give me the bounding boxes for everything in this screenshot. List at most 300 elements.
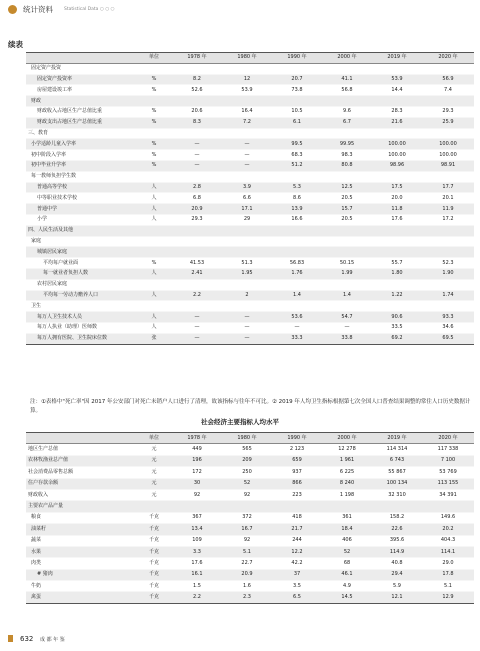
value-cell: 12: [222, 74, 272, 85]
value-cell: 2.2: [172, 592, 222, 603]
value-cell: 20.9: [222, 569, 272, 580]
header-cell-year: 2019 年: [372, 53, 422, 64]
value-cell: 109: [172, 535, 222, 546]
row-label: 房屋建设竣工率: [26, 85, 136, 96]
row-label: 每一就业者负担人数: [26, 268, 136, 279]
row-unit: 元: [136, 467, 172, 478]
value-cell: 100.00: [422, 139, 474, 150]
section-title: 统计资料: [23, 5, 53, 14]
value-cell: [222, 301, 272, 312]
row-label: 地区生产总值: [26, 444, 136, 455]
value-cell: 17.6: [172, 558, 222, 569]
value-cell: 13.4: [172, 524, 222, 535]
value-cell: [172, 247, 222, 258]
value-cell: 209: [222, 455, 272, 466]
value-cell: 33.3: [272, 333, 322, 344]
row-label: 中等职业技术学校: [26, 193, 136, 204]
value-cell: [272, 279, 322, 290]
value-cell: 92: [172, 489, 222, 500]
row-label: 财政收入占地区生产总值比重: [26, 106, 136, 117]
value-cell: 100.00: [372, 139, 422, 150]
value-cell: 8.3: [172, 117, 222, 128]
row-label: 蔬菜: [26, 535, 136, 546]
value-cell: 50.15: [322, 258, 372, 269]
row-unit: 千克: [136, 524, 172, 535]
table-row: [26, 204, 474, 215]
row-label: 住户存款余额: [26, 478, 136, 489]
value-cell: 41.1: [322, 74, 372, 85]
value-cell: 114 314: [372, 444, 422, 455]
value-cell: 449: [172, 444, 222, 455]
value-cell: [172, 96, 222, 107]
value-cell: 53.6: [272, 312, 322, 323]
row-label: 城镇居民家庭: [26, 247, 136, 258]
value-cell: [372, 128, 422, 139]
value-cell: 9.6: [322, 106, 372, 117]
row-unit: 千克: [136, 512, 172, 523]
row-unit: 人: [136, 312, 172, 323]
value-cell: —: [172, 312, 222, 323]
value-cell: [272, 128, 322, 139]
value-cell: 17.5: [372, 182, 422, 193]
row-label: 三、教育: [26, 128, 136, 139]
value-cell: 158.2: [372, 512, 422, 523]
value-cell: [372, 501, 422, 512]
row-unit: 人: [136, 290, 172, 301]
table-row: [26, 214, 474, 225]
value-cell: 8.6: [272, 193, 322, 204]
value-cell: [222, 63, 272, 74]
value-cell: 68: [322, 558, 372, 569]
value-cell: 30: [172, 478, 222, 489]
value-cell: 114.1: [422, 546, 474, 557]
header-cell-year: 2019 年: [372, 433, 422, 444]
value-cell: [322, 247, 372, 258]
value-cell: 16.4: [222, 106, 272, 117]
value-cell: [172, 171, 222, 182]
table-row: [26, 106, 474, 117]
value-cell: [372, 236, 422, 247]
header-cell-year: 1980 年: [222, 433, 272, 444]
value-cell: 20.6: [172, 106, 222, 117]
row-label: 小学: [26, 214, 136, 225]
row-label: 每万人卫生技术人员: [26, 312, 136, 323]
value-cell: —: [222, 333, 272, 344]
value-cell: 20.7: [272, 74, 322, 85]
value-cell: 92: [222, 535, 272, 546]
row-unit: 人: [136, 193, 172, 204]
row-label: 油菜籽: [26, 524, 136, 535]
row-unit: 千克: [136, 569, 172, 580]
row-label: 农林牧渔业总产值: [26, 455, 136, 466]
value-cell: 2 123: [272, 444, 322, 455]
value-cell: 223: [272, 489, 322, 500]
table-row: [26, 258, 474, 269]
footer-mark-icon: [8, 635, 13, 642]
table-row: [26, 455, 474, 466]
value-cell: 20.2: [422, 524, 474, 535]
value-cell: 404.3: [422, 535, 474, 546]
value-cell: 98.96: [372, 160, 422, 171]
section-badge-icon: [8, 5, 17, 14]
row-label: 肉类: [26, 558, 136, 569]
value-cell: 866: [272, 478, 322, 489]
section-subtitle: Statistical Data ○ ○ ○: [64, 7, 115, 12]
row-unit: 元: [136, 478, 172, 489]
value-cell: 55.7: [372, 258, 422, 269]
value-cell: —: [222, 160, 272, 171]
book-title: 成 都 年 鉴: [40, 637, 65, 643]
row-unit: [136, 279, 172, 290]
table-row: [26, 524, 474, 535]
value-cell: —: [322, 322, 372, 333]
value-cell: 20.0: [372, 193, 422, 204]
value-cell: 56.8: [322, 85, 372, 96]
table-title: 社会经济主要指标人均水平: [201, 418, 279, 426]
value-cell: [272, 236, 322, 247]
value-cell: [372, 96, 422, 107]
value-cell: 172: [172, 467, 222, 478]
value-cell: 1.99: [322, 268, 372, 279]
header-cell-year: 2000 年: [322, 433, 372, 444]
row-label: 每一教师负担学生数: [26, 171, 136, 182]
row-unit: [136, 96, 172, 107]
value-cell: 21.6: [372, 117, 422, 128]
value-cell: 22.6: [372, 524, 422, 535]
value-cell: 17.7: [422, 182, 474, 193]
value-cell: 1.6: [222, 581, 272, 592]
row-unit: 人: [136, 182, 172, 193]
value-cell: [372, 171, 422, 182]
value-cell: 29: [222, 214, 272, 225]
value-cell: 100 134: [372, 478, 422, 489]
value-cell: 196: [172, 455, 222, 466]
value-cell: 7.4: [422, 85, 474, 96]
value-cell: 52: [322, 546, 372, 557]
value-cell: 3.5: [272, 581, 322, 592]
value-cell: 244: [272, 535, 322, 546]
value-cell: [372, 225, 422, 236]
value-cell: 20.1: [422, 193, 474, 204]
table-row: [26, 546, 474, 557]
value-cell: 1.95: [222, 268, 272, 279]
value-cell: 21.7: [272, 524, 322, 535]
value-cell: —: [222, 139, 272, 150]
page-header: [0, 4, 480, 22]
header-cell-item: [26, 433, 136, 444]
row-unit: 元: [136, 444, 172, 455]
header-cell-year: 1990 年: [272, 433, 322, 444]
value-cell: —: [172, 333, 222, 344]
value-cell: [222, 171, 272, 182]
row-label: # 猪肉: [26, 569, 136, 580]
table-row: [26, 268, 474, 279]
row-label: 初中阶段入学率: [26, 150, 136, 161]
value-cell: [422, 301, 474, 312]
value-cell: 7 100: [422, 455, 474, 466]
row-unit: 千克: [136, 558, 172, 569]
row-unit: [136, 63, 172, 74]
value-cell: 7.2: [222, 117, 272, 128]
table-row: [26, 301, 474, 312]
value-cell: 29.0: [422, 558, 474, 569]
value-cell: 17.6: [372, 214, 422, 225]
row-label: 初中毕业升学率: [26, 160, 136, 171]
row-label: 牛奶: [26, 581, 136, 592]
value-cell: 15.7: [322, 204, 372, 215]
value-cell: —: [172, 322, 222, 333]
row-unit: 张: [136, 333, 172, 344]
value-cell: —: [172, 160, 222, 171]
value-cell: [222, 236, 272, 247]
value-cell: 2.2: [172, 290, 222, 301]
value-cell: 1.5: [172, 581, 222, 592]
value-cell: 395.6: [372, 535, 422, 546]
value-cell: [272, 247, 322, 258]
header-cell-unit: 单位: [136, 433, 172, 444]
value-cell: [372, 63, 422, 74]
value-cell: [422, 501, 474, 512]
table-row: [26, 117, 474, 128]
value-cell: 5.1: [222, 546, 272, 557]
table-row: [26, 444, 474, 455]
row-label: 农村居民家庭: [26, 279, 136, 290]
value-cell: [172, 279, 222, 290]
table-row: [26, 489, 474, 500]
value-cell: 34.6: [422, 322, 474, 333]
value-cell: 361: [322, 512, 372, 523]
value-cell: [372, 301, 422, 312]
value-cell: 32 310: [372, 489, 422, 500]
row-label: 小学适龄儿童入学率: [26, 139, 136, 150]
page-number: 632: [20, 635, 34, 643]
row-unit: 人: [136, 322, 172, 333]
row-unit: [136, 128, 172, 139]
row-unit: 元: [136, 455, 172, 466]
row-label: 家庭: [26, 236, 136, 247]
value-cell: [422, 279, 474, 290]
row-label: 固定资产投资: [26, 63, 136, 74]
value-cell: 12 278: [322, 444, 372, 455]
row-label: 四、人民生活及其他: [26, 225, 136, 236]
value-cell: 56.83: [272, 258, 322, 269]
value-cell: 1 961: [322, 455, 372, 466]
value-cell: 69.2: [372, 333, 422, 344]
value-cell: 17.1: [222, 204, 272, 215]
row-label: 平均每户就业面: [26, 258, 136, 269]
value-cell: [322, 301, 372, 312]
row-unit: 人: [136, 204, 172, 215]
value-cell: 6.5: [272, 592, 322, 603]
row-label: 社会消费品零售总额: [26, 467, 136, 478]
row-unit: %: [136, 106, 172, 117]
continued-table-label: 续表: [8, 40, 23, 49]
table-row: [26, 290, 474, 301]
header-cell-unit: 单位: [136, 53, 172, 64]
value-cell: [272, 63, 322, 74]
value-cell: 5.1: [422, 581, 474, 592]
value-cell: [372, 279, 422, 290]
value-cell: [322, 279, 372, 290]
value-cell: 73.8: [272, 85, 322, 96]
value-cell: 11.8: [372, 204, 422, 215]
value-cell: 8 240: [322, 478, 372, 489]
row-unit: %: [136, 117, 172, 128]
value-cell: 3.9: [222, 182, 272, 193]
value-cell: —: [222, 312, 272, 323]
value-cell: 20.5: [322, 193, 372, 204]
value-cell: 51.2: [272, 160, 322, 171]
row-label: 卫生: [26, 301, 136, 312]
value-cell: 28.3: [372, 106, 422, 117]
row-label: 粮食: [26, 512, 136, 523]
value-cell: 14.5: [322, 592, 372, 603]
value-cell: [372, 247, 422, 258]
table-row: [26, 139, 474, 150]
value-cell: [322, 236, 372, 247]
value-cell: 12.5: [322, 182, 372, 193]
value-cell: 52.3: [422, 258, 474, 269]
header-cell-year: 1978 年: [172, 433, 222, 444]
value-cell: 93.3: [422, 312, 474, 323]
table-row: [26, 96, 474, 107]
value-cell: 29.3: [172, 214, 222, 225]
value-cell: 40.8: [372, 558, 422, 569]
value-cell: —: [172, 150, 222, 161]
row-label: 平均每一劳动力赡养人口: [26, 290, 136, 301]
row-unit: 千克: [136, 581, 172, 592]
value-cell: 8.2: [172, 74, 222, 85]
row-unit: [136, 247, 172, 258]
table-row: [26, 512, 474, 523]
value-cell: 29.3: [422, 106, 474, 117]
value-cell: 90.6: [372, 312, 422, 323]
value-cell: [322, 96, 372, 107]
value-cell: 406: [322, 535, 372, 546]
value-cell: [272, 301, 322, 312]
value-cell: 51.3: [222, 258, 272, 269]
value-cell: 2.3: [222, 592, 272, 603]
value-cell: 18.4: [322, 524, 372, 535]
value-cell: 418: [272, 512, 322, 523]
value-cell: 14.4: [372, 85, 422, 96]
value-cell: —: [172, 139, 222, 150]
value-cell: [222, 225, 272, 236]
table-row: [26, 501, 474, 512]
value-cell: 117 338: [422, 444, 474, 455]
row-unit: 元: [136, 489, 172, 500]
table-row: [26, 160, 474, 171]
value-cell: [422, 63, 474, 74]
value-cell: 5.3: [272, 182, 322, 193]
value-cell: 10.5: [272, 106, 322, 117]
value-cell: 33.5: [372, 322, 422, 333]
row-label: 普通中学: [26, 204, 136, 215]
table-row: [26, 478, 474, 489]
value-cell: 22.7: [222, 558, 272, 569]
value-cell: [222, 128, 272, 139]
table-row: [26, 150, 474, 161]
row-unit: [136, 501, 172, 512]
value-cell: 5.9: [372, 581, 422, 592]
value-cell: 54.7: [322, 312, 372, 323]
value-cell: [172, 301, 222, 312]
value-cell: 25.9: [422, 117, 474, 128]
table-row: [26, 182, 474, 193]
row-label: 固定资产投资率: [26, 74, 136, 85]
table-header-row: [26, 53, 474, 64]
table-row: [26, 581, 474, 592]
value-cell: [422, 96, 474, 107]
table-row: [26, 236, 474, 247]
value-cell: 16.6: [272, 214, 322, 225]
table-row: [26, 558, 474, 569]
table-row: [26, 63, 474, 74]
value-cell: 149.6: [422, 512, 474, 523]
value-cell: 16.7: [222, 524, 272, 535]
value-cell: 2.41: [172, 268, 222, 279]
header-cell-year: 2020 年: [422, 433, 474, 444]
value-cell: 1.4: [322, 290, 372, 301]
row-unit: [136, 171, 172, 182]
value-cell: 1.76: [272, 268, 322, 279]
value-cell: 56.9: [422, 74, 474, 85]
value-cell: [172, 225, 222, 236]
row-label: 水果: [26, 546, 136, 557]
value-cell: [272, 171, 322, 182]
value-cell: 4.9: [322, 581, 372, 592]
value-cell: 42.2: [272, 558, 322, 569]
education-life-table: [26, 52, 474, 345]
value-cell: [422, 225, 474, 236]
value-cell: 68.3: [272, 150, 322, 161]
row-unit: %: [136, 150, 172, 161]
header-cell-year: 1990 年: [272, 53, 322, 64]
header-cell-year: 1980 年: [222, 53, 272, 64]
value-cell: 372: [222, 512, 272, 523]
value-cell: 367: [172, 512, 222, 523]
value-cell: 17.2: [422, 214, 474, 225]
value-cell: 20.9: [172, 204, 222, 215]
value-cell: 565: [222, 444, 272, 455]
value-cell: 53.9: [222, 85, 272, 96]
row-label: 禽蛋: [26, 592, 136, 603]
value-cell: 98.91: [422, 160, 474, 171]
value-cell: 12.9: [422, 592, 474, 603]
value-cell: [172, 501, 222, 512]
value-cell: —: [222, 322, 272, 333]
value-cell: 98.3: [322, 150, 372, 161]
row-label: 普通高等学校: [26, 182, 136, 193]
value-cell: 6 743: [372, 455, 422, 466]
value-cell: [422, 128, 474, 139]
value-cell: 52: [222, 478, 272, 489]
row-unit: [136, 301, 172, 312]
header-cell-year: 2000 年: [322, 53, 372, 64]
row-unit: 千克: [136, 535, 172, 546]
row-unit: [136, 236, 172, 247]
value-cell: 53 769: [422, 467, 474, 478]
row-label: 财政收入: [26, 489, 136, 500]
value-cell: [322, 171, 372, 182]
value-cell: 12.1: [372, 592, 422, 603]
value-cell: [322, 128, 372, 139]
header-cell-year: 1978 年: [172, 53, 222, 64]
per-capita-table: [26, 432, 474, 604]
value-cell: [322, 63, 372, 74]
value-cell: 1.74: [422, 290, 474, 301]
row-label: 主要农产品产量: [26, 501, 136, 512]
